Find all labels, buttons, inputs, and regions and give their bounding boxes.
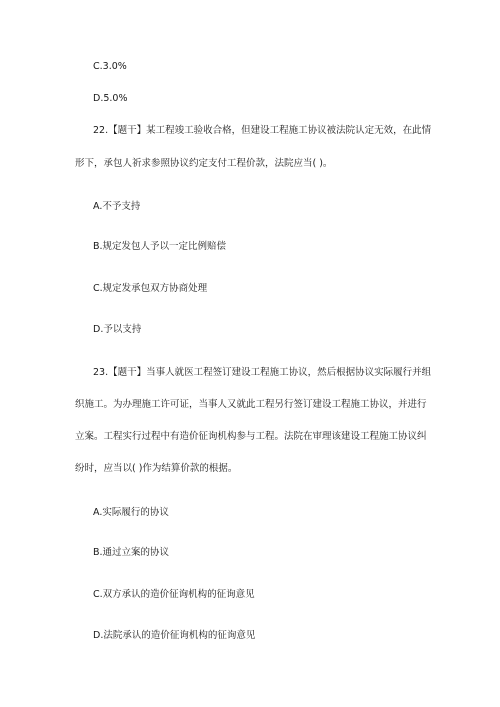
q23-option-c: C.双方承认的造价征询机构的征询意见: [93, 589, 255, 600]
prev-option-c: C.3.0%: [93, 61, 127, 72]
q22-option-a: A.不予支持: [93, 201, 141, 212]
q23-stem-line-2: 织施工。为办理施工许可证，当事人又就此工程另行签订建设工程施工协议，并进行: [75, 399, 427, 410]
q23-option-d: D.法院承认的造价征询机构的征询意见: [93, 630, 256, 641]
prev-option-d: D.5.0%: [93, 93, 128, 104]
q22-option-c: C.规定发承包双方协商处理: [93, 283, 208, 294]
q22-stem-line-1: 22.【题干】某工程竣工验收合格，但建设工程施工协议被法院认定无效，在此情: [93, 125, 432, 136]
q23-stem-line-1: 23.【题干】当事人就医工程签订建设工程施工协议，然后根据协议实际履行并组: [93, 367, 432, 378]
q23-stem-line-3: 立案。工程实行过程中有造价征询机构参与工程。法院在审理该建设工程施工协议纠: [75, 431, 427, 442]
q23-option-b: B.通过立案的协议: [93, 547, 170, 558]
q22-option-b: B.规定发包人予以一定比例赔偿: [93, 241, 227, 252]
q23-stem-line-4: 纷时，应当以( )作为结算价款的根据。: [75, 463, 238, 474]
q22-stem-line-2: 形下，承包人祈求参照协议约定支付工程价款，法院应当( )。: [75, 158, 333, 169]
q22-option-d: D.予以支持: [93, 324, 142, 335]
q23-option-a: A.实际履行的协议: [93, 507, 169, 518]
